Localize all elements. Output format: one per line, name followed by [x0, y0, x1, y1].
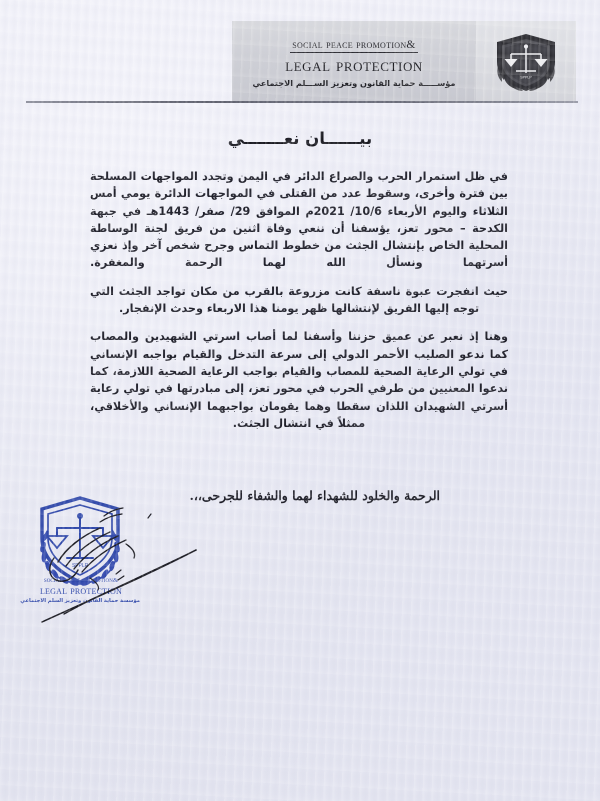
letterhead-emblem-frame: [476, 21, 576, 103]
header-divider-rule: [26, 101, 578, 103]
paragraph-1: في ظل استمرار الحرب والصراع الدائر في اليمن وتجدد المواجهات المسلحة بين فترة وأخرى، وسقوط عدد من القتلى في المواجهات الدائرة يومي أمس الثلاثاء واليوم الأربعاء 10/6/ 2021م الموافق 29/ صفر/ 1443هـ في جبهة الكدحة – محور تعز، يؤسفنا أن ننعي وفاة اثنين من فريق لجنة الوساطة المحلية الخاص بإنتشال الجثث من خطوط التماس وجرح شخص آخر وإذ نعزي أسرتهما ونسأل الله لهما الرحمة والمغفرة.: [90, 170, 508, 270]
org-name-arabic: مؤســـــة حماية القانون وتعزيز الســـلم الاجتماعي: [252, 77, 456, 88]
statement-body: [90, 168, 508, 443]
org-name-line-1: social peace promotion&: [292, 38, 416, 51]
seal-caption-line-1: social peace promotion&: [43, 577, 119, 584]
paragraph-2: حيث انفجرت عبوة ناسفة كانت مزروعة بالقرب من مكان تواجد الجثث التي توجه إليها الفريق لإنتشالها ظهر يومنا هذا الاربعاء وحدث الإنفجار.: [90, 284, 508, 316]
page-title: بيــــــان نعـــــــي: [227, 129, 373, 148]
svg-text:SPPLP: SPPLP: [520, 75, 532, 80]
closing-salutation: الرحمة والخلود للشهداء لهما والشفاء للجرحى،،.: [189, 488, 440, 503]
scales-of-justice-shield-emblem: [489, 31, 563, 93]
seal-caption: [22, 578, 140, 604]
letterhead-org-block: [232, 21, 476, 103]
letterhead-header: [232, 21, 576, 103]
seal-caption-line-2: legal protection: [39, 584, 123, 597]
seal-monogram: SPPLP: [71, 563, 89, 569]
paragraph-3: وهنا إذ نعبر عن عميق حزننا وأسفنا لما أصاب اسرتي الشهيدين والمصاب كما ندعو الصليب الأحمر الدولي إلى سرعة التدخل والقيام بواجبه الإنساني في تولي الرعاية الصحية للمصاب والقيام بواجب الرعاية الصحية اللازمة، كما ندعوا المعنيين من طرفي الحرب في محور تعز، إلى مبادرتها في تولي رعاية أسرتي الشهيدان اللذان سقطا وهما يقومان بواجبهما الإنساني والأخلاقي، ممثلاً في انتشال الجثث.: [90, 330, 508, 430]
org-name-line-2: legal protection: [285, 54, 423, 76]
seal-caption-arabic: مؤسسة حماية القانون وتعزيز السلم الاجتماعي: [20, 597, 140, 604]
